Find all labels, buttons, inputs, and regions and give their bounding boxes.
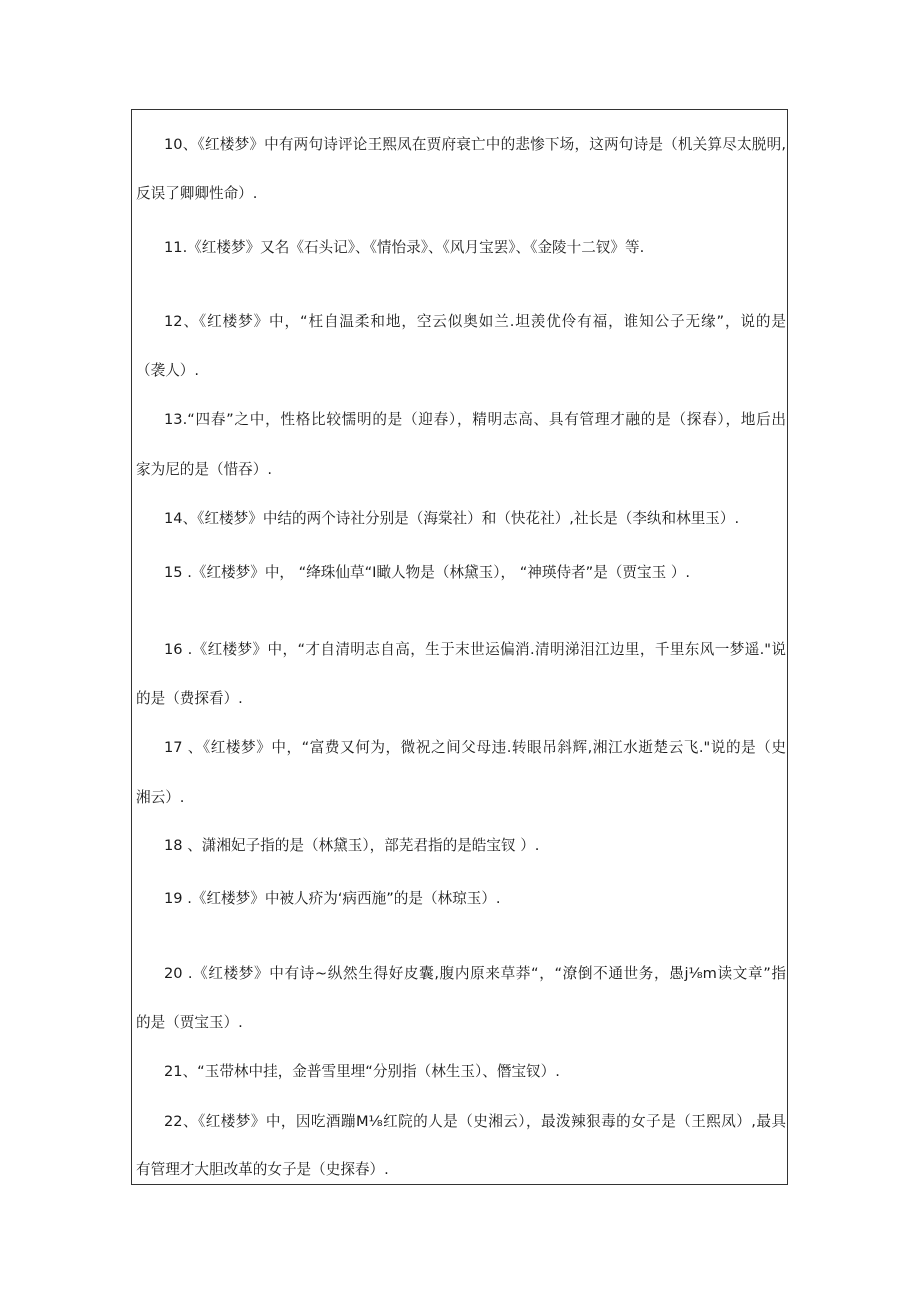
item-22-line-1: 22、《红楼梦》中，因吃酒蹦M⅛红院的人是（史湘云），最泼辣狠毒的女子是（王熙凤）,最具 [164, 1113, 786, 1130]
item-21-line-1: 21、“玉带林中挂，金普雪里埋“分别指（林生玉）、僭宝钗）. [164, 1063, 560, 1080]
item-20-line-1: 20 .《红楼梦》中有诗~纵然生得好皮囊,腹内原来草莽“，“潦倒不通世务，愚j⅛m读文章”指 [164, 965, 786, 982]
item-20-line-2: 的是（贾宝玉）. [136, 1014, 243, 1031]
item-17-line-2: 湘云）. [136, 789, 185, 806]
item-13-line-1: 13.“四春”之中，性格比较懦明的是（迎春），精明志高、具有管理才融的是（探春），地后出 [164, 411, 786, 428]
item-15-line-1: 15 .《红楼梦》中， “绛珠仙草“I瞰人物是（林黛玉）， “神瑛侍者”是（贾宝玉 ）. [164, 564, 691, 581]
item-16-line-2: 的是（费探看）. [136, 690, 243, 707]
item-11-line-1: 11.《红楼梦》又名《石头记》、《情怡录》、《风月宝罢》、《金陵十二钗》等. [164, 239, 645, 256]
item-18-line-1: 18 、潇湘妃子指的是（林黛玉），部芜君指的是皓宝钗 ）. [164, 837, 540, 854]
item-16-line-1: 16 .《红楼梦》中，“才自清明志自高，生于末世运偏消.清明涕泪江边里，千里东风一梦遥."说 [164, 641, 786, 658]
item-12-line-2: （袭人）. [136, 362, 200, 379]
item-12-line-1: 12、《红楼梦》中，“枉自温柔和地，空云似奥如兰.坦羡优伶有福，谁知公子无缘”，说的是 [164, 313, 786, 330]
item-22-line-2: 有管理才大胆改革的女子是（史探春）. [136, 1161, 389, 1178]
item-10-line-1: 10、《红楼梦》中有两句诗评论王熙凤在贾府衰亡中的悲惨下场，这两句诗是（机关算尽太脱明, [164, 136, 786, 153]
item-19-line-1: 19 .《红楼梦》中被人疥为‘病西施”的是（林琼玉）. [164, 890, 501, 907]
item-17-line-1: 17 、《红楼梦》中，“富费又何为，微祝之间父母违.转眼吊斜辉,湘江水逝楚云飞."说的是（史 [164, 739, 786, 756]
item-14-line-1: 14、《红楼梦》中结的两个诗社分别是（海棠社）和（快花社）,社长是（李纨和林里玉）. [164, 510, 740, 527]
item-10-line-2: 反误了卿卿性命）. [136, 185, 258, 202]
item-13-line-2: 家为尼的是（惜吞）. [136, 461, 272, 478]
